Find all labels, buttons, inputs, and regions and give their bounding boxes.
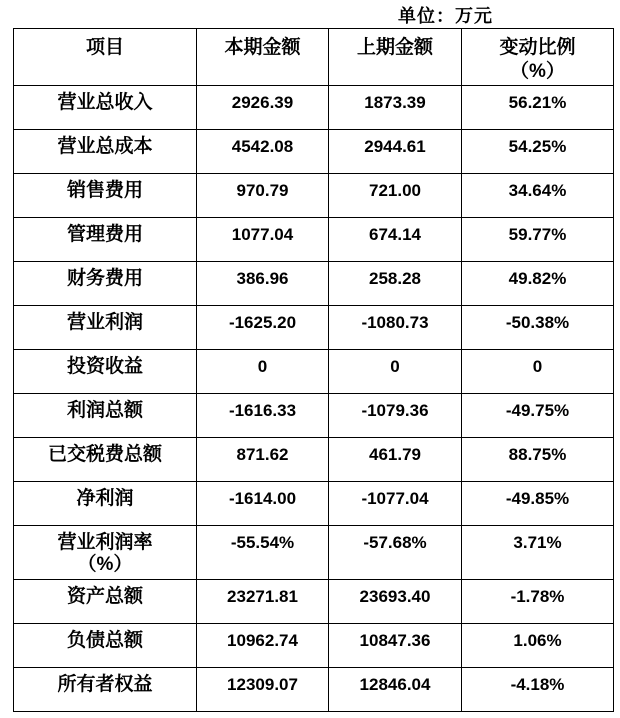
cell-text: 管理费用 bbox=[66, 224, 143, 245]
item-cell bbox=[14, 86, 197, 130]
cell-text: 资产总额 bbox=[66, 586, 143, 607]
item-cell bbox=[14, 350, 197, 394]
item-cell bbox=[14, 130, 197, 174]
value-cell bbox=[197, 86, 329, 130]
cell-text: 12309.07 bbox=[227, 675, 298, 694]
value-cell bbox=[329, 174, 462, 218]
cell-text: 3.71% bbox=[513, 533, 562, 552]
cell-text: 871.62 bbox=[236, 445, 289, 464]
cell-text: -1625.20 bbox=[228, 313, 297, 332]
value-cell bbox=[462, 262, 614, 306]
value-cell bbox=[329, 86, 462, 130]
value-cell bbox=[329, 130, 462, 174]
cell-text: 1.06% bbox=[513, 631, 562, 650]
table-row bbox=[14, 482, 614, 526]
value-cell bbox=[197, 218, 329, 262]
cell-text: 0 bbox=[257, 357, 268, 376]
value-cell bbox=[197, 394, 329, 438]
table-row bbox=[14, 394, 614, 438]
cell-text: -50.38% bbox=[505, 313, 570, 332]
value-cell bbox=[462, 218, 614, 262]
table-row bbox=[14, 580, 614, 624]
value-cell bbox=[329, 262, 462, 306]
cell-text: 0 bbox=[390, 357, 400, 376]
value-cell bbox=[329, 526, 462, 580]
column-header-3 bbox=[462, 29, 614, 86]
cell-text: 负债总额 bbox=[66, 630, 143, 651]
table-header bbox=[14, 29, 614, 86]
cell-text: -4.18% bbox=[510, 675, 565, 694]
cell-text: 2926.39 bbox=[231, 93, 294, 112]
cell-text: 利润总额 bbox=[66, 400, 143, 421]
cell-text: 所有者权益 bbox=[57, 674, 153, 695]
cell-text: 0 bbox=[532, 357, 543, 376]
item-cell bbox=[14, 580, 197, 624]
value-cell bbox=[462, 174, 614, 218]
cell-text: -49.85% bbox=[505, 489, 570, 508]
cell-text: 营业总成本 bbox=[57, 136, 153, 157]
item-cell bbox=[14, 218, 197, 262]
cell-text: 净利润 bbox=[76, 488, 134, 509]
cell-text: 10847.36 bbox=[359, 631, 431, 650]
cell-text: 1077.04 bbox=[231, 225, 294, 244]
cell-text: 88.75% bbox=[508, 445, 567, 464]
value-cell bbox=[329, 438, 462, 482]
financial-comparison-table bbox=[13, 28, 614, 712]
table-body bbox=[14, 86, 614, 712]
cell-text: 54.25% bbox=[508, 137, 567, 156]
cell-text: 386.96 bbox=[236, 269, 289, 288]
table-row bbox=[14, 86, 614, 130]
value-cell bbox=[329, 350, 462, 394]
cell-text: -55.54% bbox=[230, 533, 295, 552]
cell-text: 4542.08 bbox=[231, 137, 294, 156]
value-cell bbox=[329, 624, 462, 668]
value-cell bbox=[197, 482, 329, 526]
cell-text: 721.00 bbox=[369, 181, 421, 200]
value-cell bbox=[197, 668, 329, 712]
cell-text: -57.68% bbox=[363, 533, 427, 552]
item-cell bbox=[14, 262, 197, 306]
table-row bbox=[14, 262, 614, 306]
table-row bbox=[14, 306, 614, 350]
table-row bbox=[14, 668, 614, 712]
value-cell bbox=[462, 580, 614, 624]
cell-text: 674.14 bbox=[369, 225, 421, 244]
cell-text: 461.79 bbox=[369, 445, 421, 464]
cell-text: 10962.74 bbox=[227, 631, 298, 650]
value-cell bbox=[197, 350, 329, 394]
cell-text: 销售费用 bbox=[66, 180, 143, 201]
table-row bbox=[14, 350, 614, 394]
item-cell bbox=[14, 174, 197, 218]
value-cell bbox=[462, 668, 614, 712]
value-cell bbox=[329, 306, 462, 350]
value-cell bbox=[197, 174, 329, 218]
value-cell bbox=[329, 394, 462, 438]
cell-text: -1614.00 bbox=[228, 489, 297, 508]
cell-text: 258.28 bbox=[369, 269, 421, 288]
cell-text: -1080.73 bbox=[361, 313, 429, 332]
cell-text: 12846.04 bbox=[359, 675, 431, 694]
value-cell bbox=[462, 438, 614, 482]
table-row bbox=[14, 624, 614, 668]
item-cell bbox=[14, 526, 197, 580]
value-cell bbox=[197, 306, 329, 350]
value-cell bbox=[462, 350, 614, 394]
value-cell bbox=[197, 262, 329, 306]
cell-text: 49.82% bbox=[508, 269, 567, 288]
cell-text: -1616.33 bbox=[228, 401, 297, 420]
value-cell bbox=[462, 624, 614, 668]
cell-text: 营业利润 bbox=[66, 312, 143, 333]
value-cell bbox=[329, 668, 462, 712]
value-cell bbox=[462, 482, 614, 526]
cell-text: 970.79 bbox=[236, 181, 289, 200]
cell-text: 59.77% bbox=[508, 225, 567, 244]
value-cell bbox=[329, 482, 462, 526]
table-row bbox=[14, 130, 614, 174]
cell-text: 2944.61 bbox=[364, 137, 426, 156]
column-header-2 bbox=[329, 29, 462, 86]
header-row bbox=[14, 29, 614, 86]
value-cell bbox=[197, 130, 329, 174]
value-cell bbox=[197, 526, 329, 580]
cell-text: 34.64% bbox=[508, 181, 567, 200]
value-cell bbox=[462, 526, 614, 580]
value-cell bbox=[329, 218, 462, 262]
column-header-0 bbox=[14, 29, 197, 86]
value-cell bbox=[197, 580, 329, 624]
value-cell bbox=[197, 438, 329, 482]
cell-text: 23693.40 bbox=[359, 587, 431, 606]
table-row bbox=[14, 526, 614, 580]
item-cell bbox=[14, 394, 197, 438]
cell-text: 营业利润率（%） bbox=[57, 532, 153, 575]
cell-text: 23271.81 bbox=[227, 587, 298, 606]
item-cell bbox=[14, 482, 197, 526]
item-cell bbox=[14, 306, 197, 350]
cell-text: 56.21% bbox=[508, 93, 567, 112]
value-cell bbox=[329, 580, 462, 624]
value-cell bbox=[462, 306, 614, 350]
item-cell bbox=[14, 438, 197, 482]
column-header-label: 项目 bbox=[85, 37, 124, 58]
cell-text: -1.78% bbox=[510, 587, 565, 606]
cell-text: 1873.39 bbox=[364, 93, 426, 112]
value-cell bbox=[462, 130, 614, 174]
cell-text: -1079.36 bbox=[361, 401, 429, 420]
table-row bbox=[14, 218, 614, 262]
cell-text: -49.75% bbox=[505, 401, 570, 420]
table-row bbox=[14, 438, 614, 482]
column-header-label: 变动比例（%） bbox=[499, 37, 576, 82]
cell-text: 财务费用 bbox=[66, 268, 143, 289]
cell-text: 投资收益 bbox=[66, 356, 143, 377]
cell-text: 营业总收入 bbox=[57, 92, 153, 113]
item-cell bbox=[14, 624, 197, 668]
value-cell bbox=[462, 394, 614, 438]
cell-text: -1077.04 bbox=[361, 489, 429, 508]
value-cell bbox=[462, 86, 614, 130]
table-row bbox=[14, 174, 614, 218]
column-header-1 bbox=[197, 29, 329, 86]
column-header-label: 本期金额 bbox=[224, 37, 301, 58]
column-header-label: 上期金额 bbox=[356, 37, 433, 58]
unit-label: 单位：万元 bbox=[398, 6, 493, 26]
item-cell bbox=[14, 668, 197, 712]
value-cell bbox=[197, 624, 329, 668]
cell-text: 已交税费总额 bbox=[47, 444, 162, 465]
